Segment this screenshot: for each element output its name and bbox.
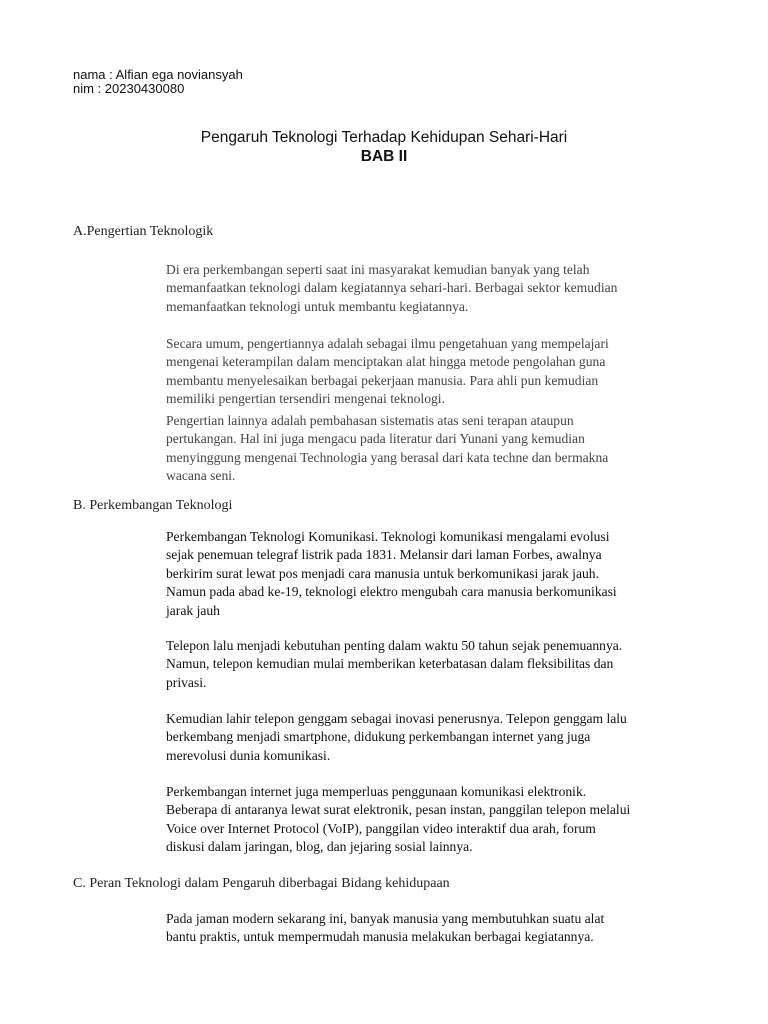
section-a-paragraph-1: Di era perkembangan seperti saat ini masyarakat kemudian banyak yang telah memanfaatkan teknologi dalam kegiatannya sehari-hari. Berbagai sektor kemudian memanfaatkan teknologi untuk membantu kegiatannya.: [166, 262, 618, 314]
section-heading-c: C. Peran Teknologi dalam Pengaruh diberbagai Bidang kehidupaan: [73, 876, 450, 891]
section-c-paragraph-1: Pada jaman modern sekarang ini, banyak manusia yang membutuhkan suatu alat bantu praktis, untuk mempermudah manusia melakukan berbagai kegiatannya.: [166, 911, 605, 945]
section-b-paragraph-3: Kemudian lahir telepon genggam sebagai inovasi penerusnya. Telepon genggam lalu berkembang menjadi smartphone, didukung perkembangan internet yang juga merevolusi dunia komunikasi.: [166, 711, 627, 763]
section-b-paragraph-2: Telepon lalu menjadi kebutuhan penting dalam waktu 50 tahun sejak penemuannya. Namun, telepon kemudian mulai memberikan keterbatasan dalam fleksibilitas dan privasi.: [166, 638, 623, 690]
section-b-paragraph-4: Perkembangan internet juga memperluas penggunaan komunikasi elektronik. Beberapa di antaranya lewat surat elektronik, pesan instan, panggilan telepon melalui Voice over Internet Protocol (VoIP), panggilan video interaktif dua arah, forum diskusi dalam jaringan, blog, dan jejaring sosial lainnya.: [166, 784, 631, 855]
section-heading-b: B. Perkembangan Teknologi: [73, 498, 233, 513]
document-title: Pengaruh Teknologi Terhadap Kehidupan Sehari-Hari: [200, 129, 568, 146]
chapter-label: BAB II: [360, 148, 408, 165]
section-a-paragraph-3: Pengertian lainnya adalah pembahasan sistematis atas seni terapan ataupun pertukangan. Hal ini juga mengacu pada literatur dari Yunani yang kemudian menyinggung mengenai Technologia yang berasal dari kata techne dan bermakna wacana seni.: [166, 413, 609, 484]
student-id: nim : 20230430080: [73, 81, 185, 96]
author-info: [73, 68, 243, 96]
section-a-paragraph-2: Secara umum, pengertiannya adalah sebagai ilmu pengetahuan yang mempelajari mengenai keterampilan dalam menciptakan alat hingga metode pengolahan guna membantu menyelesaikan berbagai pekerjaan manusia. Para ahli pun kemudian memiliki pengertian tersendiri mengenai teknologi.: [166, 336, 609, 407]
author-name: nama : Alfian ega noviansyah: [73, 67, 243, 82]
section-b-paragraph-1: Perkembangan Teknologi Komunikasi. Teknologi komunikasi mengalami evolusi sejak penemuan telegraf listrik pada 1831. Melansir dari laman Forbes, awalnya berkirim surat lewat pos menjadi cara manusia untuk berkomunikasi jarak jauh. Namun pada abad ke-19, teknologi elektro mengubah cara manusia berkomunikasi jarak jauh: [166, 529, 617, 618]
title-block: [0, 128, 768, 166]
section-heading-a: A.Pengertian Teknologik: [73, 224, 214, 239]
